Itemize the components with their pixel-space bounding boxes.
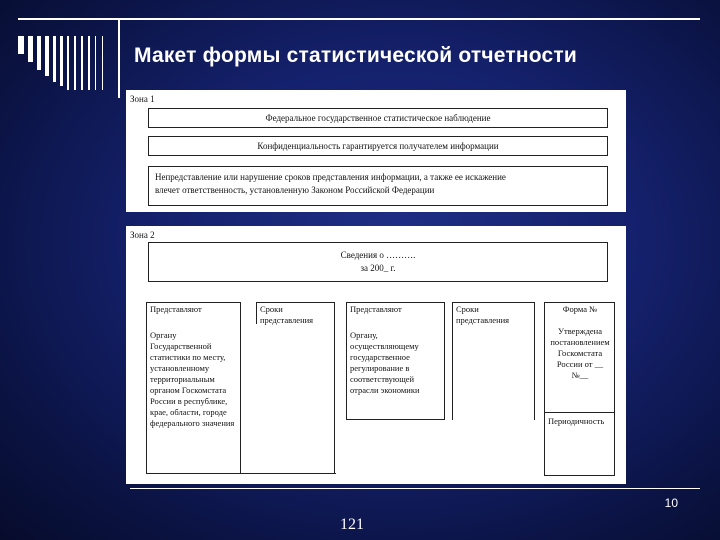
col2-header: Сроки представления <box>260 304 314 325</box>
zone2-label: Зона 2 <box>130 230 155 240</box>
zone2-panel <box>126 226 626 484</box>
zone1-panel <box>126 90 626 212</box>
left-rule <box>118 18 120 98</box>
zone1-row-liability: Непредставление или нарушение сроков представления информации, а также ее искажение влечет ответственность, установленную Законом Российской Федерации <box>148 166 608 206</box>
decorative-stripes <box>18 36 118 90</box>
top-rule <box>18 18 700 20</box>
col5-header: Форма № <box>562 304 598 314</box>
zone1-row-confidentiality: Конфиденциальность гарантируется получателем информации <box>148 136 608 156</box>
slide-title: Макет формы статистической отчетности <box>134 44 578 67</box>
col3-header: Представляют <box>350 304 402 314</box>
col5-body: Утверждена постановлением Госкомстата России от __ №__ <box>550 326 610 380</box>
zone1-row-observation: Федеральное государственное статистическое наблюдение <box>148 108 608 128</box>
footer-number: 121 <box>340 516 364 533</box>
col1-header: Представляют <box>150 304 202 314</box>
col4-header: Сроки представления <box>456 304 510 325</box>
zone1-label: Зона 1 <box>130 94 155 104</box>
zone2-header-box: Сведения о ………. за 200_ г. <box>148 242 608 282</box>
col5-periodicity: Периодичность <box>548 416 605 426</box>
col1-body: Органу Государственной статистики по месту, установленному территориальным органом Госкомстата России в республике, крае, области, городе федерального значения <box>150 330 235 428</box>
page-number: 10 <box>664 496 678 510</box>
bottom-rule <box>130 488 700 489</box>
col3-body: Органу, осуществляющему государственное регулирование в соответствующей отрасли экономики <box>350 330 420 395</box>
